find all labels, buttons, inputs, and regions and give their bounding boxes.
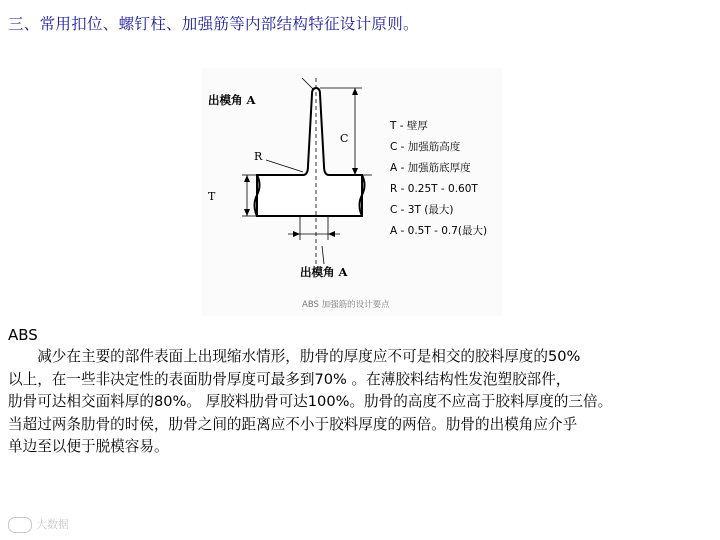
- paragraph-line: 单边至以便于脱模容易。: [8, 438, 169, 455]
- section-heading: 三、常用扣位、螺钉柱、加强筋等内部结构特征设计原则。: [8, 15, 419, 33]
- legend-item: A - 0.5T - 0.7(最大): [390, 225, 488, 237]
- legend-item: A - 加强筋底厚度: [390, 162, 471, 174]
- dim-r-label: R: [254, 150, 263, 163]
- draft-angle-label-top: 出模角 A: [208, 93, 256, 107]
- paragraph-line: 当超过两条肋骨的时侯，肋骨之间的距离应不小于胶料厚度的两倍。肋骨的出模角应介乎: [8, 415, 578, 433]
- watermark-text: 大数据: [36, 518, 69, 531]
- abs-paragraph: [8, 346, 716, 459]
- paragraph-line: 肋骨可达相交面料厚的80%。 厚胶料肋骨可达100%。肋骨的高度不应高于胶料厚度的三倍。: [8, 393, 613, 410]
- watermark: [8, 516, 69, 533]
- watermark-logo-icon: [8, 517, 32, 533]
- legend-item: T - 壁厚: [390, 120, 428, 132]
- dim-c-label: C: [340, 132, 349, 145]
- paragraph-line: 减少在主要的部件表面上出现缩水情形，肋骨的厚度应不可是相交的胶料厚度的50%: [8, 348, 581, 365]
- rib-design-figure: [202, 68, 502, 316]
- abs-section-title: ABS: [8, 326, 38, 344]
- draft-angle-label-bottom: 出模角 A: [300, 265, 348, 279]
- dim-t-label: T: [208, 190, 216, 203]
- paragraph-line: 以上，在一些非决定性的表面肋骨厚度可最多到70% 。在薄胶料结构性发泡塑胶部件，: [8, 370, 571, 388]
- legend-item: C - 3T (最大): [390, 204, 454, 216]
- figure-caption: ABS 加强筋的设计要点: [302, 300, 390, 310]
- legend-item: C - 加强筋高度: [390, 141, 461, 153]
- legend-item: R - 0.25T - 0.60T: [390, 183, 478, 195]
- legend: [390, 116, 487, 242]
